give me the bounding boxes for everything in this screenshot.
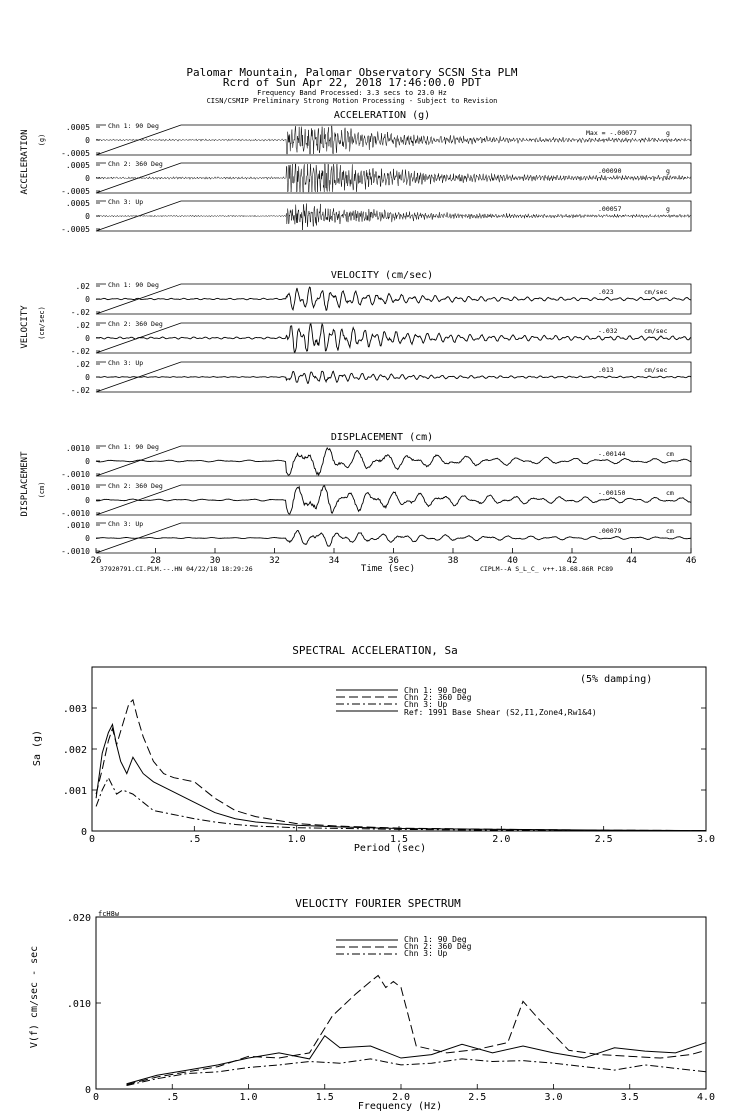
time-axis-right-note: CIPLM--A S_L_C_ v++.18.68.86R PC89 [480, 565, 614, 573]
channel-peak-value: .00079 [598, 527, 622, 535]
x-tick-label: 0 [88, 834, 96, 845]
y-tick-label: 0 [85, 295, 90, 304]
channel-unit: cm [666, 489, 674, 497]
x-tick-label: 3.0 [696, 834, 716, 845]
channel-peak-value: .00090 [598, 167, 622, 175]
channel-peak-value: .00057 [598, 205, 622, 213]
y-tick-label: .0005 [65, 199, 90, 208]
channel-label: Chn 3: Up [108, 359, 144, 367]
sa-legend-entry-4: Ref: 1991 Base Shear (S2,I1,Zone4,Rw1&4) [404, 708, 597, 717]
sa-ylabel: Sa (g) [32, 729, 43, 767]
channel-unit: cm [666, 450, 674, 458]
velocity-panel [71, 281, 691, 395]
y-tick-label: .0005 [65, 161, 90, 170]
sa-xlabel: Period (sec) [353, 843, 427, 854]
x-tick-label: 3.0 [544, 1092, 563, 1103]
series-line-1 [127, 1036, 707, 1084]
channel-peak-value: .023 [598, 288, 614, 296]
channel-label: Chn 2: 360 Deg [108, 160, 163, 168]
fs-legend [336, 935, 472, 958]
series-line-2 [96, 700, 706, 831]
time-tick-label: 30 [209, 556, 221, 566]
y-tick-label: .02 [75, 321, 90, 330]
fs-plot-area [67, 913, 715, 1103]
y-tick-label: -.0010 [61, 509, 90, 518]
x-tick-label: 2.5 [594, 834, 613, 845]
vel-side-label: VELOCITY [20, 305, 30, 349]
channel-label: Chn 2: 360 Deg [108, 482, 163, 490]
x-tick-label: 0 [92, 1092, 100, 1103]
sa-legend-entry-2: Chn 2: 360 Deg [404, 693, 472, 702]
sa-legend-entry-1: Chn 1: 90 Deg [404, 686, 467, 695]
disp-title: DISPLACEMENT (cm) [330, 432, 434, 443]
y-tick-label: 0 [85, 212, 90, 221]
acceleration-panel [61, 122, 691, 234]
x-tick-label: 1.0 [239, 1092, 258, 1103]
y-tick-label: 0 [85, 334, 90, 343]
sa-plot-area [63, 700, 715, 845]
y-tick-label: .0010 [65, 444, 90, 453]
channel-label: Chn 1: 90 Deg [108, 443, 159, 451]
sa-damping-note: (5% damping) [580, 674, 653, 685]
series-line-2 [127, 975, 707, 1084]
time-axis-label: Time (sec) [360, 564, 416, 574]
x-tick-label: 2.5 [468, 1092, 487, 1103]
x-tick-label: .5 [188, 834, 201, 845]
time-tick-label: 36 [388, 556, 399, 566]
time-tick-label: 38 [447, 556, 459, 566]
time-tick-label: 44 [626, 556, 637, 566]
accel-title: ACCELERATION (g) [333, 110, 431, 121]
y-tick-label: -.0005 [61, 149, 90, 158]
y-tick-label: .001 [62, 786, 87, 797]
vel-side-unit: (cm/sec) [38, 306, 46, 340]
channel-unit: cm/sec [644, 366, 668, 374]
y-tick-label: .0010 [65, 521, 90, 530]
y-tick-label: .003 [62, 704, 87, 715]
sa-legend-entry-3: Chn 3: Up [404, 700, 448, 709]
channel-peak-value: -.00144 [598, 450, 626, 458]
y-tick-label: .010 [66, 999, 91, 1010]
y-tick-label: .0010 [65, 483, 90, 492]
time-axis-left-note: 37920791.CI.PLM.--.HN 04/22/18 18:29:26 [100, 565, 253, 573]
y-tick-label: 0 [80, 827, 87, 838]
channel-label: Chn 2: 360 Deg [108, 320, 163, 328]
x-tick-label: 2.0 [391, 1092, 411, 1103]
channel-label: Chn 1: 90 Deg [108, 122, 159, 130]
y-tick-label: 0 [85, 174, 90, 183]
fs-legend-entry-2: Chn 2: 360 Deg [404, 942, 472, 951]
time-tick-label: 34 [328, 556, 340, 566]
y-tick-label: -.0005 [61, 225, 90, 234]
header-line-1: Palomar Mountain, Palomar Observatory SCSN Sta PLM [186, 66, 518, 79]
fs-xlabel: Frequency (Hz) [357, 1101, 443, 1112]
channel-unit: cm/sec [644, 327, 668, 335]
x-tick-label: 1.5 [315, 1092, 334, 1103]
y-tick-label: 0 [84, 1085, 91, 1096]
sa-legend [336, 686, 597, 717]
sa-frame [92, 667, 706, 831]
channel-unit: g [666, 167, 670, 175]
y-tick-label: 0 [85, 534, 90, 543]
y-tick-label: -.0010 [61, 470, 90, 479]
channel-label: Chn 1: 90 Deg [108, 281, 159, 289]
y-tick-label: 0 [85, 373, 90, 382]
x-tick-label: 1.5 [389, 834, 409, 845]
header-line-3: Frequency Band Processed: 3.3 secs to 23.0 Hz [257, 89, 447, 97]
fs-ylabel: V(f) cm/sec - sec [29, 945, 40, 1049]
y-tick-label: -.0010 [61, 547, 90, 556]
x-tick-label: 4.0 [696, 1092, 716, 1103]
channel-peak-value: -.032 [598, 327, 618, 335]
y-tick-label: 0 [85, 496, 90, 505]
time-tick-label: 46 [685, 556, 697, 566]
x-tick-label: 1.0 [287, 834, 306, 845]
header-line-2: Rcrd of Sun Apr 22, 2018 17:46:00.0 PDT [222, 76, 482, 89]
series-line-3 [127, 1059, 707, 1086]
fs-legend-entry-1: Chn 1: 90 Deg [404, 935, 467, 944]
disp-side-label: DISPLACEMENT [20, 451, 30, 517]
y-tick-label: -.02 [70, 347, 90, 356]
y-tick-label: -.02 [70, 308, 90, 317]
accel-side-unit: (g) [38, 133, 46, 147]
time-tick-label: 32 [269, 556, 280, 566]
disp-side-unit: (cm) [38, 481, 46, 499]
y-tick-label: .0005 [65, 123, 90, 132]
channel-peak-value: Max = -.00077 [586, 129, 637, 137]
x-tick-label: .5 [166, 1092, 179, 1103]
time-tick-label: 42 [566, 556, 578, 566]
channel-label: Chn 3: Up [108, 198, 144, 206]
y-tick-label: 0 [85, 457, 90, 466]
sa-title: SPECTRAL ACCELERATION, Sa [292, 644, 458, 657]
channel-peak-value: .013 [598, 366, 614, 374]
vel-title: VELOCITY (cm/sec) [330, 270, 434, 281]
y-tick-label: -.02 [70, 386, 90, 395]
y-tick-label: .002 [62, 745, 87, 756]
time-tick-label: 28 [150, 556, 161, 566]
fs-corner-note: fcH8w [98, 910, 120, 918]
channel-unit: cm/sec [644, 288, 668, 296]
accel-side-label: ACCELERATION [20, 129, 30, 195]
fs-frame [96, 917, 706, 1089]
y-tick-label: -.0005 [61, 187, 90, 196]
header-line-4: CISN/CSMIP Preliminary Strong Motion Processing - Subject to Revision [206, 97, 498, 105]
y-tick-label: .02 [75, 282, 90, 291]
fs-legend-entry-3: Chn 3: Up [404, 949, 448, 958]
y-tick-label: .02 [75, 360, 90, 369]
channel-unit: g [666, 129, 670, 137]
displacement-panel [61, 443, 691, 556]
series-line-1 [96, 724, 706, 830]
channel-label: Chn 3: Up [108, 520, 144, 528]
y-tick-label: .020 [66, 913, 91, 924]
series-line-3 [96, 778, 706, 831]
fs-title: VELOCITY FOURIER SPECTRUM [295, 897, 461, 910]
time-tick-label: 26 [90, 556, 102, 566]
x-tick-label: 2.0 [492, 834, 511, 845]
y-tick-label: 0 [85, 136, 90, 145]
channel-unit: g [666, 205, 670, 213]
channel-peak-value: -.00150 [598, 489, 626, 497]
time-tick-label: 40 [507, 556, 518, 566]
channel-unit: cm [666, 527, 674, 535]
x-tick-label: 3.5 [620, 1092, 639, 1103]
